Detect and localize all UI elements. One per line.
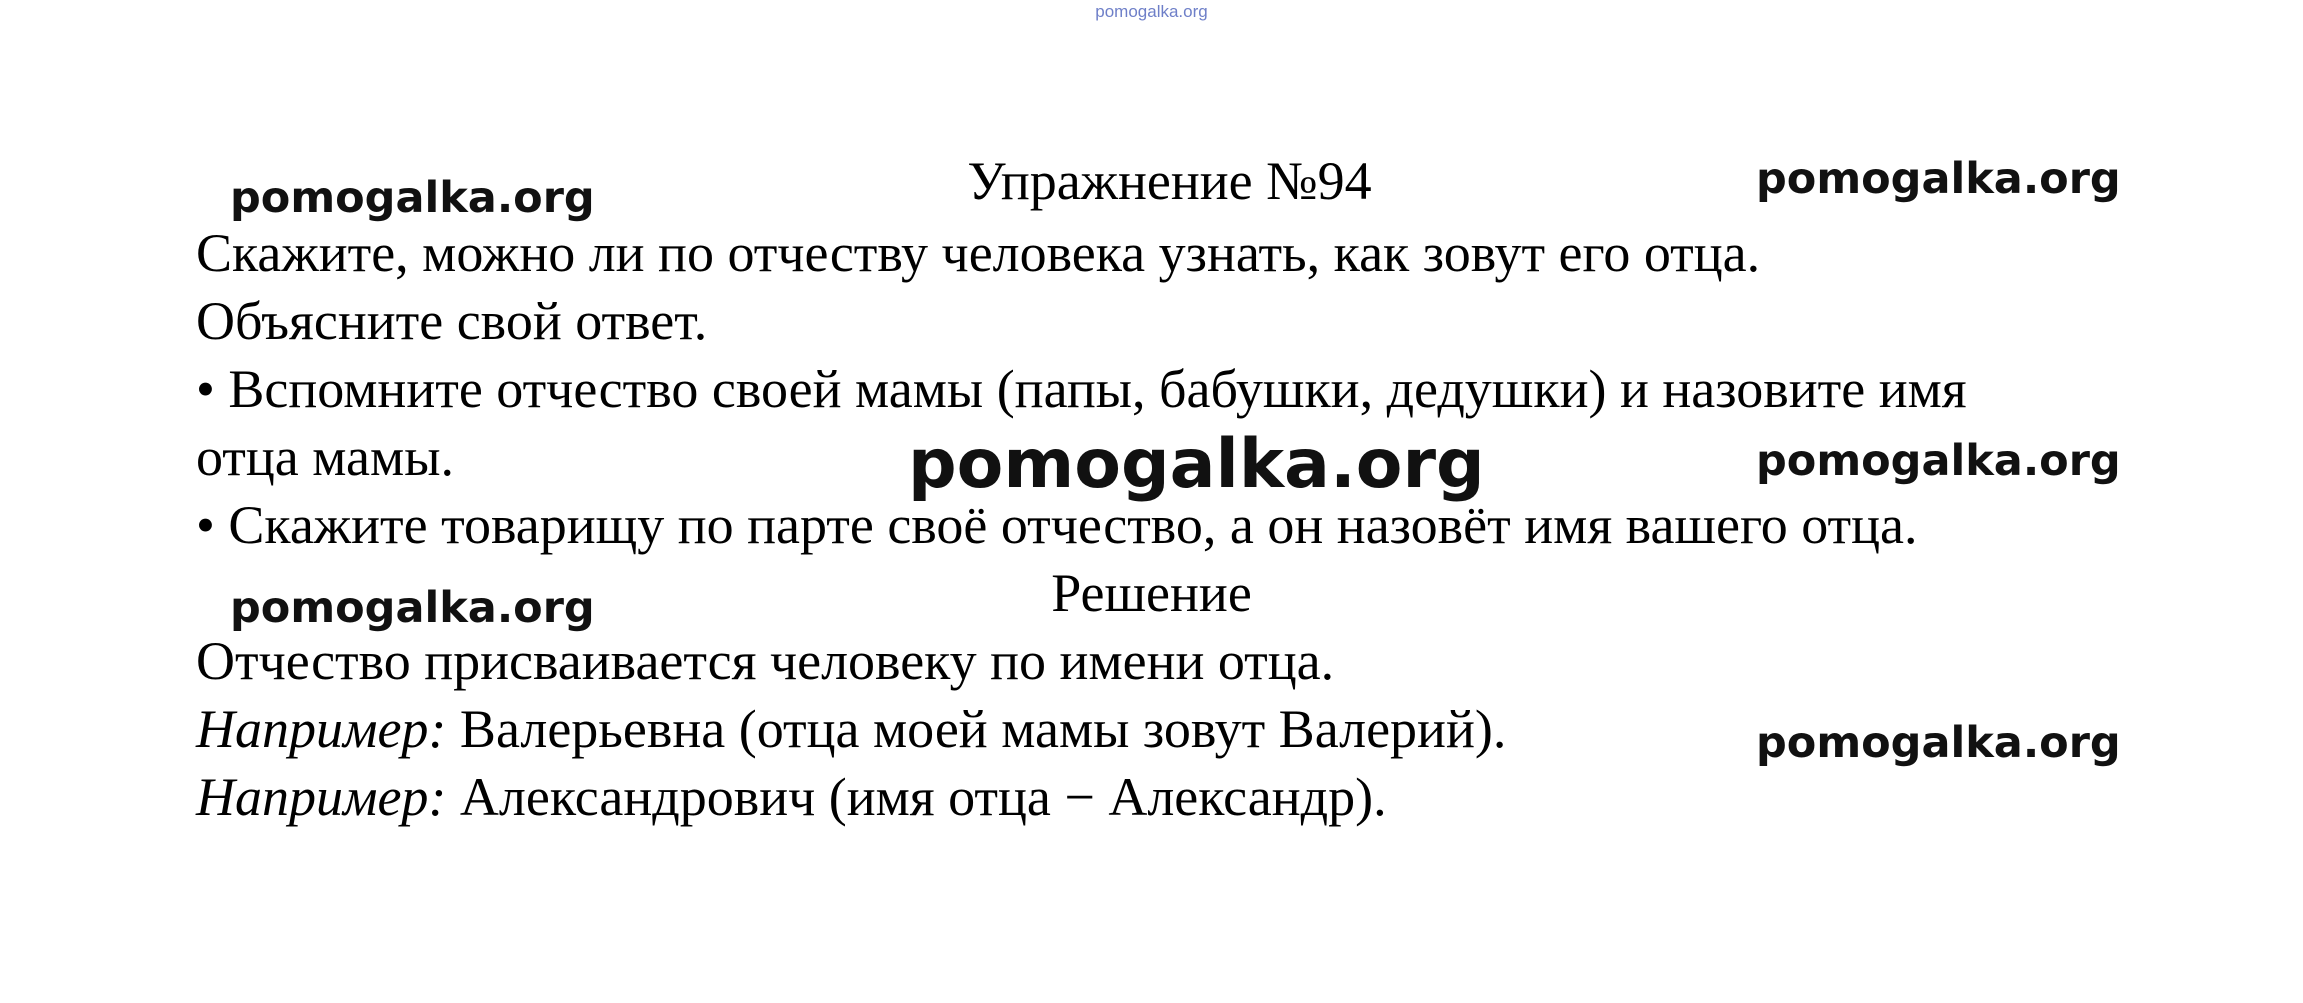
exercise-line-1: Скажите, можно ли по отчеству человека узнать, как зовут его отца. (196, 223, 1761, 283)
watermark: pomogalka.org (230, 583, 595, 633)
watermark: pomogalka.org (1756, 718, 2121, 768)
exercise-line-4: отца мамы. (196, 427, 454, 487)
site-watermark-top: pomogalka.org (1095, 2, 1208, 21)
exercise-line-2: Объясните свой ответ. (196, 291, 708, 351)
example-prefix: Например: (196, 767, 447, 827)
exercise-title: Упражнение №94 (967, 151, 1372, 211)
watermark: pomogalka.org (230, 173, 595, 223)
watermark: pomogalka.org (1756, 436, 2121, 486)
solution-example-1 (196, 698, 1506, 760)
watermark: pomogalka.org (1756, 154, 2121, 204)
example-text: Александрович (имя отца − Александр). (459, 767, 1387, 827)
example-prefix: Например: (196, 699, 447, 759)
solution-text: Отчество присваивается человеку по имени отца. (196, 631, 1335, 691)
exercise-line-5: • Скажите товарищу по парте своё отчество, а он назовёт имя вашего отца. (196, 495, 1918, 555)
example-text: Валерьевна (отца моей мамы зовут Валерий). (459, 699, 1507, 759)
watermark-large: pomogalka.org (908, 425, 1485, 504)
solution-title: Решение (1051, 563, 1252, 623)
exercise-line-3: • Вспомните отчество своей мамы (папы, бабушки, дедушки) и назовите имя (196, 359, 1967, 419)
solution-example-2 (196, 766, 1387, 828)
